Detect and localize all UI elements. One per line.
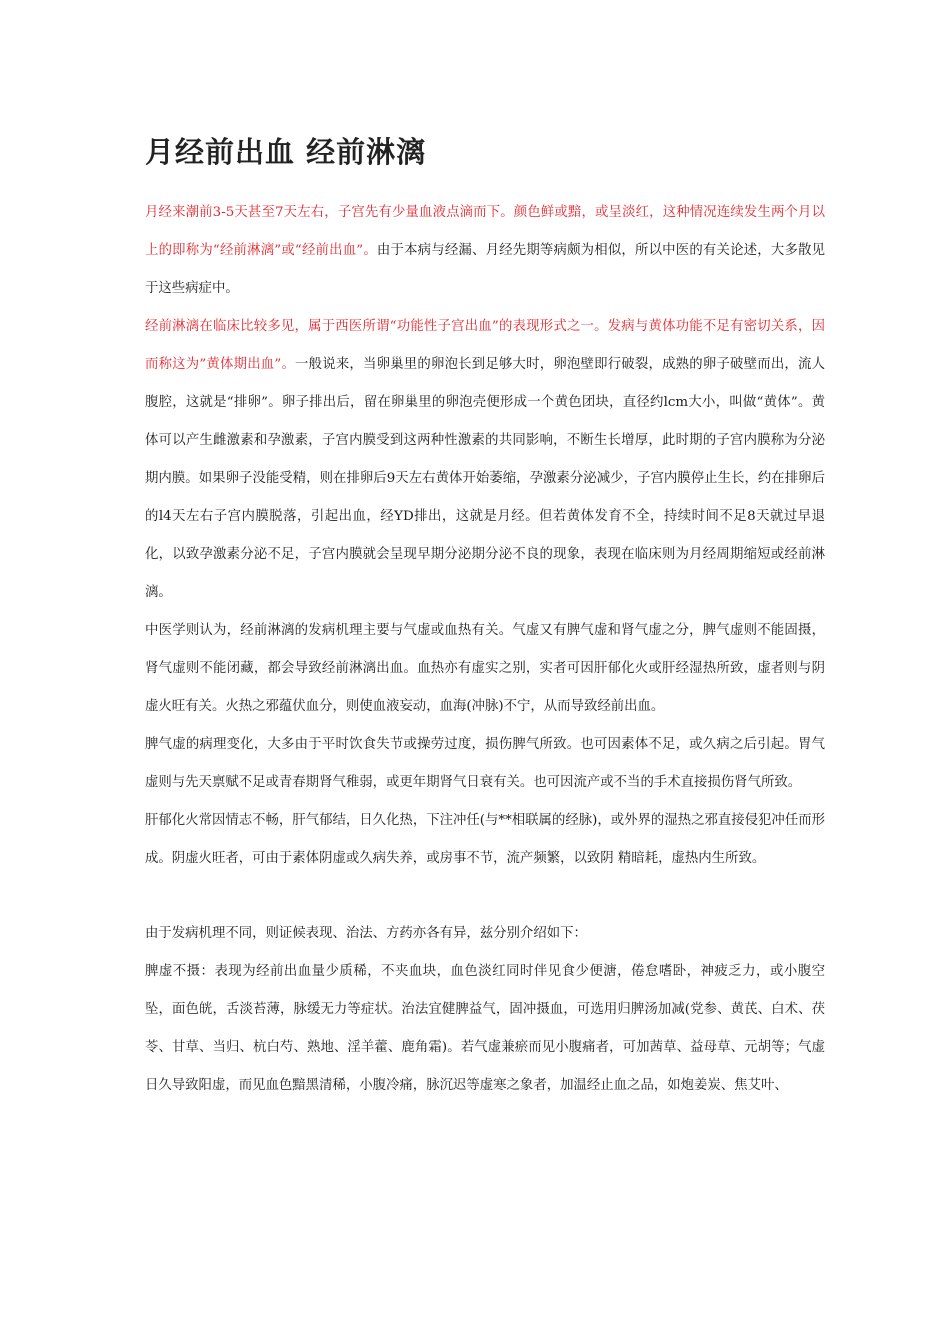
body-text: 由于本病与经漏、月经先期等病颇为相似，所以中医的有关论述，大多散见于这些病症中。 — [145, 243, 825, 296]
paragraph-definition — [145, 194, 825, 308]
paragraph-liver-fire — [145, 802, 825, 878]
page-title: 月经前出血 经前淋漓 — [145, 135, 427, 169]
body-text: 脾虚不摄：表现为经前出血量少质稀，不夹血块，血色淡红同时伴见食少便溏，倦怠嗜卧，神疲乏力，或小腹空坠，面色㿠，舌淡苔薄，脉缓无力等症状。治法宜健脾益气，固冲摄血，可选用归脾汤加减(党参、黄芪、白术、茯苓、甘草、当归、杭白芍、熟地、淫羊藿、鹿角霜)。若气虚兼瘀而见小腹痛者，可加茜草、益母草、元胡等；气虚日久导致阳虚，而见血色黯黑清稀，小腹冷痛，脉沉迟等虚寒之象者，加温经止血之品，如炮姜炭、焦艾叶、 — [145, 964, 825, 1093]
body-text: 一般说来，当卵巢里的卵泡长到足够大时，卵泡壁即行破裂，成熟的卵子破壁而出，流人腹腔，这就是“排卵”。卵子排出后，留在卵巢里的卵泡壳便形成一个黄色团块，直径约lcm大小，叫做“黄体”。黄体可以产生雌激素和孕激素，子宫内膜受到这两种性激素的共同影响，不断生长增厚，此时期的子宫内膜称为分泌期内膜。如果卵子没能受精，则在排卵后9天左右黄体开始萎缩，孕激素分泌减少，子宫内膜停止生长，约在排卵后的l4天左右子宫内膜脱落，引起出血，经YD排出，这就是月经。但若黄体发育不全，持续时间不足8天就过早退化，以致孕激素分泌不足，子宫内膜就会呈现早期分泌期分泌不良的现象，表现在临床则为月经周期缩短或经前淋漓。 — [145, 357, 825, 600]
highlighted-text: 经前淋漓在临床比较多见，属于西医所谓“功能性子宫出血”的表现形式之一。发病与黄体功能不足有密切关系，因而称这为”黄体期出血”。 — [145, 319, 825, 372]
paragraph-intro-treatment — [145, 915, 825, 953]
paragraph-spacer — [145, 878, 825, 915]
paragraph-western-medicine — [145, 308, 825, 612]
body-text: 肝郁化火常因情志不畅，肝气郁结，日久化热，下注冲任(与**相联属的经脉)，或外界的湿热之邪直接侵犯冲任而形成。阴虚火旺者，可由于素体阴虚或久病失养，或房事不节，流产频繁，以致阴 精暗耗，虚热内生所致。 — [145, 813, 825, 866]
body-text: 中医学则认为，经前淋漓的发病机理主要与气虚或血热有关。气虚又有脾气虚和肾气虚之分，脾气虚则不能固摄，肾气虚则不能闭藏，都会导致经前淋漓出血。血热亦有虚实之别，实者可因肝郁化火或肝经湿热所致，虚者则与阴虚火旺有关。火热之邪蕴伏血分，则使血液妄动，血海(冲脉)不宁，从而导致经前出血。 — [145, 623, 825, 714]
paragraph-spleen-qi — [145, 726, 825, 802]
highlighted-text: 月经来潮前3-5天甚至7天左右，子宫先有少量血液点滴而下。颜色鲜或黯，或呈淡红，这种情况连续发生两个月以上的即称为“经前淋漓”或“经前出血”。 — [145, 205, 825, 258]
body-text: 由于发病机理不同，则证候表现、治法、方药亦各有异，兹分别介绍如下： — [145, 926, 587, 941]
paragraph-spleen-deficiency — [145, 953, 825, 1105]
body-text: 脾气虚的病理变化，大多由于平时饮食失节或操劳过度，损伤脾气所致。也可因素体不足，或久病之后引起。胃气虚则与先天禀赋不足或青春期肾气稚弱，或更年期肾气日衰有关。也可因流产或不当的手术直接损伤肾气所致。 — [145, 737, 825, 790]
paragraph-tcm-mechanism — [145, 612, 825, 726]
article-body — [145, 194, 825, 1105]
